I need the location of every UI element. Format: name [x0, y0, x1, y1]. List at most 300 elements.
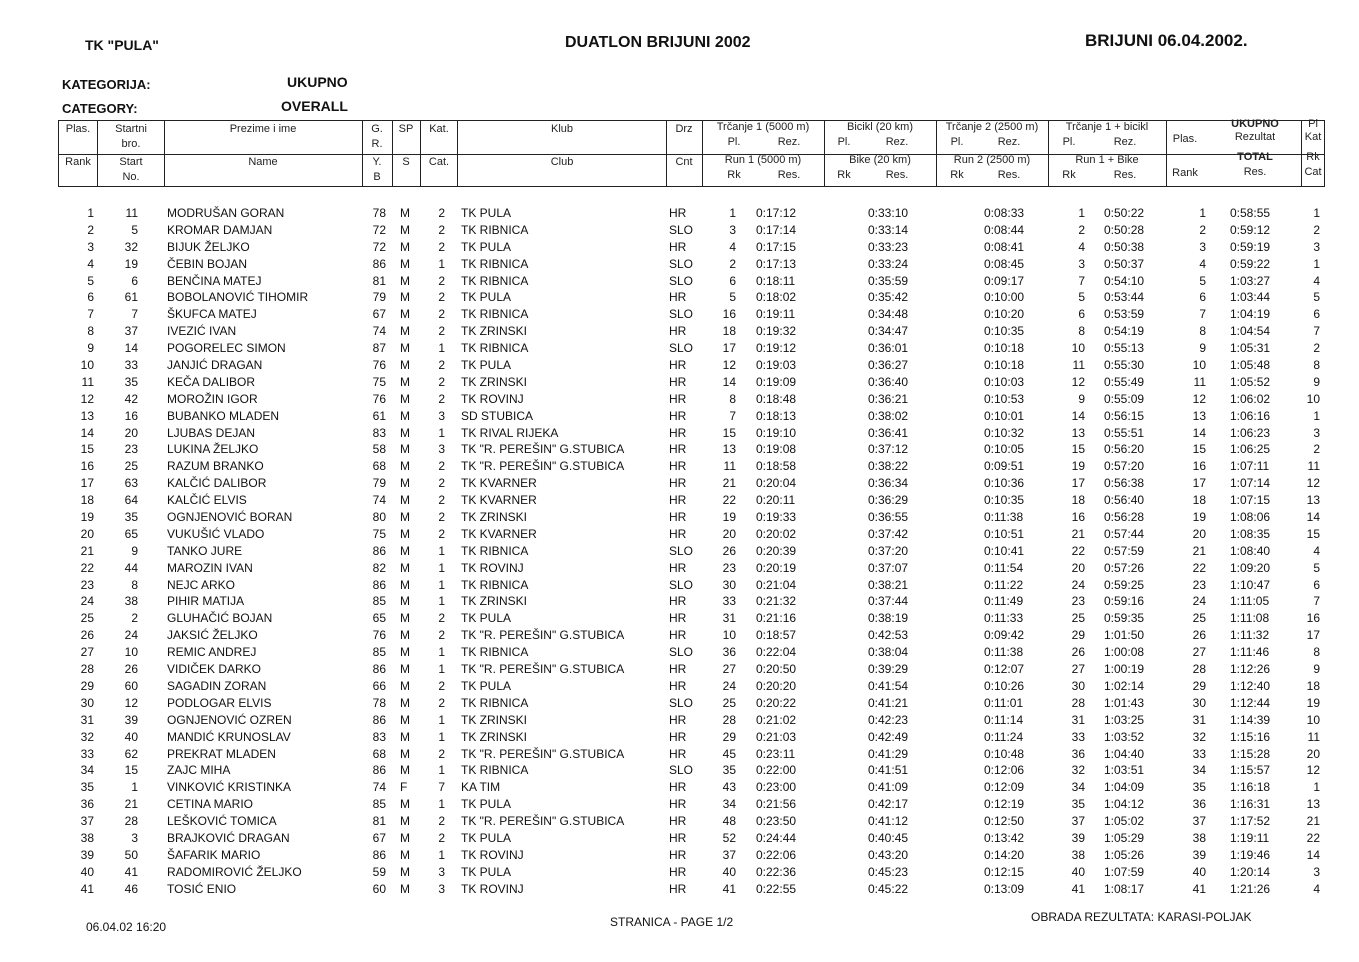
cell-total-rank: 16 [1192, 459, 1206, 474]
cell-run1-rank: 7 [729, 408, 736, 423]
cell-total-rank: 19 [1192, 510, 1206, 525]
cell-run1-time: 0:21:32 [756, 594, 797, 609]
cell-category: 2 [438, 814, 445, 829]
cell-sex: M [400, 222, 410, 237]
page-indicator: STRANICA - PAGE 1/2 [610, 915, 734, 929]
cell-total-time: 1:03:44 [1230, 290, 1271, 305]
cell-total-time: 1:16:18 [1230, 780, 1271, 795]
cell-birth-year: 72 [372, 222, 386, 237]
cell-birth-year: 72 [372, 239, 386, 254]
cell-country: HR [669, 560, 687, 575]
table-row [0, 290, 1359, 307]
cell-category-rank: 13 [1306, 797, 1320, 812]
cell-runbike-time: 1:00:19 [1104, 662, 1145, 677]
cell-total-time: 1:08:35 [1230, 526, 1271, 541]
cell-name: RAZUM BRANKO [167, 459, 264, 474]
cell-runbike-time: 1:03:52 [1104, 729, 1145, 744]
cell-run2-time: 0:11:22 [984, 577, 1024, 592]
cell-rank: 17 [80, 476, 94, 491]
cell-total-rank: 41 [1192, 881, 1206, 896]
cell-start-no: 8 [131, 577, 138, 592]
table-row [0, 713, 1359, 730]
cell-run2-time: 0:10:53 [984, 391, 1025, 406]
cell-start-no: 28 [124, 814, 138, 829]
hdr-run2: Trčanje 2 (2500 m) [945, 121, 1039, 133]
cell-runbike-rank: 14 [1071, 408, 1085, 423]
cell-sex: M [400, 324, 410, 339]
cell-category-rank: 14 [1306, 510, 1320, 525]
table-row [0, 730, 1359, 747]
cell-run1-rank: 14 [722, 374, 736, 389]
cell-rank: 38 [80, 830, 94, 845]
cell-category: 1 [438, 645, 445, 660]
table-row [0, 341, 1359, 358]
cell-category: 2 [438, 307, 445, 322]
cell-run1-time: 0:19:03 [756, 358, 797, 373]
cell-sex: M [400, 273, 410, 288]
cell-category-rank: 8 [1313, 358, 1320, 373]
cell-country: HR [669, 374, 687, 389]
cell-birth-year: 86 [372, 712, 386, 727]
cell-name: TANKO JURE [167, 543, 243, 558]
cell-run1-time: 0:21:03 [756, 729, 797, 744]
cell-run1-rank: 19 [722, 510, 736, 525]
cell-country: HR [669, 510, 687, 525]
cell-start-no: 1 [131, 780, 138, 795]
table-row [0, 375, 1359, 392]
cell-sex: M [400, 543, 410, 558]
cell-sex: M [400, 881, 410, 896]
cell-runbike-time: 1:00:08 [1104, 645, 1145, 660]
hdr-pl-kat-2: Kat [1304, 131, 1322, 143]
hdr-runbike-res: Res. [1113, 169, 1137, 181]
cell-run1-rank: 35 [722, 763, 736, 778]
cell-runbike-time: 1:02:14 [1104, 678, 1145, 693]
cell-birth-year: 66 [372, 678, 386, 693]
cell-category: 2 [438, 391, 445, 406]
cell-category: 1 [438, 256, 445, 271]
cell-category-rank: 1 [1313, 206, 1320, 220]
cell-bike-time: 0:35:42 [868, 290, 909, 305]
hdr-klub: Klub [550, 123, 574, 135]
cell-runbike-time: 0:50:37 [1104, 256, 1145, 271]
cell-category-rank: 6 [1313, 307, 1320, 322]
cell-club: TK RIBNICA [461, 543, 529, 558]
cell-total-rank: 27 [1192, 645, 1206, 660]
cell-birth-year: 74 [372, 780, 386, 795]
col-divider [164, 121, 165, 186]
cell-runbike-time: 1:05:29 [1104, 830, 1145, 845]
cell-rank: 14 [80, 425, 94, 440]
cell-country: HR [669, 746, 687, 761]
cell-total-time: 1:06:02 [1230, 391, 1271, 406]
cell-category-rank: 8 [1313, 645, 1320, 660]
cell-run2-time: 0:08:45 [984, 256, 1025, 271]
cell-category-rank: 10 [1306, 391, 1320, 406]
category-value-en: OVERALL [281, 98, 348, 114]
cell-club: TK KVARNER [461, 476, 537, 491]
cell-club: TK PULA [461, 206, 512, 220]
cell-total-time: 1:21:26 [1230, 881, 1271, 896]
cell-birth-year: 78 [372, 695, 386, 710]
cell-club: SD STUBICA [461, 408, 534, 423]
cell-category-rank: 3 [1313, 425, 1320, 440]
cell-rank: 24 [80, 594, 94, 609]
cell-total-rank: 28 [1192, 662, 1206, 677]
cell-category: 1 [438, 577, 445, 592]
cell-category-rank: 3 [1313, 239, 1320, 254]
results-table [0, 206, 1359, 899]
cell-total-rank: 35 [1192, 780, 1206, 795]
cell-category-rank: 1 [1313, 256, 1320, 271]
cell-category-rank: 9 [1313, 662, 1320, 677]
cell-start-no: 7 [131, 307, 138, 322]
cell-bike-time: 0:43:20 [868, 847, 909, 862]
cell-start-no: 24 [124, 628, 138, 643]
cell-club: KA TIM [461, 780, 501, 795]
cell-run1-rank: 43 [722, 780, 736, 795]
cell-category: 1 [438, 729, 445, 744]
cell-sex: M [400, 425, 410, 440]
cell-runbike-time: 0:54:19 [1104, 324, 1145, 339]
table-row [0, 797, 1359, 814]
cell-runbike-time: 0:54:10 [1104, 273, 1145, 288]
cell-category-rank: 3 [1313, 864, 1320, 879]
cell-run2-time: 0:11:01 [984, 695, 1024, 710]
cell-runbike-rank: 7 [1078, 273, 1085, 288]
cell-category: 2 [438, 695, 445, 710]
hdr-runbike-pl: Pl. [1062, 136, 1076, 148]
cell-total-rank: 12 [1192, 391, 1206, 406]
hdr-run2-pl: Pl. [950, 136, 964, 148]
cell-rank: 21 [80, 543, 94, 558]
cell-birth-year: 81 [372, 273, 386, 288]
cell-category: 2 [438, 358, 445, 373]
cell-club: TK RIBNICA [461, 341, 529, 356]
cell-club: TK PULA [461, 830, 512, 845]
cell-rank: 20 [80, 526, 94, 541]
cell-birth-year: 87 [372, 341, 386, 356]
cell-runbike-time: 0:56:20 [1104, 442, 1145, 457]
cell-sex: M [400, 560, 410, 575]
cell-category: 1 [438, 425, 445, 440]
cell-category-rank: 7 [1313, 324, 1320, 339]
cell-bike-time: 0:40:45 [868, 830, 909, 845]
cell-birth-year: 59 [372, 864, 386, 879]
cell-rank: 26 [80, 628, 94, 643]
cell-sex: M [400, 290, 410, 305]
cell-runbike-rank: 30 [1071, 678, 1085, 693]
cell-bike-time: 0:41:12 [868, 814, 909, 829]
cell-birth-year: 60 [372, 881, 386, 896]
cell-total-rank: 2 [1199, 222, 1206, 237]
cell-name: ŠKUFCA MATEJ [167, 307, 257, 322]
cell-club: TK ZRINSKI [461, 729, 528, 744]
cell-total-time: 1:11:08 [1230, 611, 1270, 626]
cell-club: TK "R. PEREŠIN" G.STUBICA [461, 662, 625, 677]
cell-runbike-time: 0:57:44 [1104, 526, 1145, 541]
cell-total-rank: 10 [1192, 358, 1206, 373]
cell-total-rank: 9 [1199, 341, 1206, 356]
cell-category-rank: 12 [1306, 763, 1320, 778]
cell-rank: 6 [87, 290, 94, 305]
cell-country: SLO [669, 307, 694, 322]
hdr-run2-res: Res. [997, 169, 1021, 181]
cell-bike-time: 0:38:21 [868, 577, 909, 592]
cell-birth-year: 85 [372, 797, 386, 812]
category-value-hr: UKUPNO [287, 74, 348, 90]
hdr-name: Name [248, 156, 278, 168]
cell-category-rank: 2 [1313, 222, 1320, 237]
cell-runbike-time: 0:55:49 [1104, 374, 1145, 389]
cell-club: TK ZRINSKI [461, 594, 528, 609]
cell-start-no: 62 [124, 746, 138, 761]
cell-total-rank: 33 [1192, 746, 1206, 761]
cell-runbike-time: 0:56:28 [1104, 510, 1145, 525]
cell-rank: 39 [80, 847, 94, 862]
cell-sex: M [400, 695, 410, 710]
cell-runbike-rank: 39 [1071, 830, 1085, 845]
cell-start-no: 32 [124, 239, 138, 254]
cell-club: TK PULA [461, 864, 512, 879]
cell-country: HR [669, 729, 687, 744]
cell-category-rank: 11 [1307, 729, 1320, 744]
hdr-run1-rez: Rez. [777, 136, 801, 148]
cell-total-time: 1:05:48 [1230, 358, 1271, 373]
cell-category-rank: 1 [1313, 408, 1320, 423]
cell-run2-time: 0:10:05 [984, 442, 1025, 457]
cell-bike-time: 0:38:02 [868, 408, 909, 423]
cell-bike-time: 0:38:04 [868, 645, 909, 660]
table-row [0, 561, 1359, 578]
cell-run1-time: 0:20:22 [756, 695, 797, 710]
cell-total-time: 1:10:47 [1230, 577, 1271, 592]
table-row [0, 848, 1359, 865]
cell-total-rank: 11 [1193, 374, 1206, 389]
cell-category: 2 [438, 222, 445, 237]
table-row [0, 763, 1359, 780]
cell-run1-rank: 20 [722, 526, 736, 541]
cell-bike-time: 0:38:19 [868, 611, 909, 626]
cell-runbike-time: 0:57:20 [1104, 459, 1145, 474]
cell-run1-rank: 30 [722, 577, 736, 592]
cell-runbike-rank: 15 [1071, 442, 1085, 457]
cell-country: HR [669, 526, 687, 541]
cell-category-rank: 19 [1306, 695, 1320, 710]
cell-run1-time: 0:19:32 [756, 324, 797, 339]
cell-category: 2 [438, 493, 445, 508]
cell-total-time: 1:07:15 [1230, 493, 1271, 508]
cell-club: TK "R. PEREŠIN" G.STUBICA [461, 628, 625, 643]
cell-runbike-time: 0:57:59 [1104, 543, 1145, 558]
cell-run1-rank: 31 [722, 611, 736, 626]
cell-club: TK RIBNICA [461, 695, 529, 710]
cell-birth-year: 76 [372, 391, 386, 406]
hdr-b: B [373, 171, 381, 183]
cell-run1-time: 0:19:12 [756, 341, 797, 356]
cell-run1-time: 0:20:02 [756, 526, 797, 541]
cell-total-time: 1:08:06 [1230, 510, 1271, 525]
cell-name: SAGADIN ZORAN [167, 678, 267, 693]
cell-total-rank: 29 [1192, 678, 1206, 693]
cell-sex: M [400, 577, 410, 592]
cell-country: HR [669, 881, 687, 896]
cell-run2-time: 0:12:09 [984, 780, 1025, 795]
cell-bike-time: 0:37:20 [868, 543, 909, 558]
cell-birth-year: 68 [372, 459, 386, 474]
cell-country: HR [669, 662, 687, 677]
cell-club: TK PULA [461, 678, 512, 693]
hdr-startni-2: bro. [121, 138, 141, 150]
cell-run1-rank: 52 [722, 830, 736, 845]
cell-rank: 30 [80, 695, 94, 710]
cell-bike-time: 0:33:14 [868, 222, 909, 237]
cell-club: TK RIBNICA [461, 577, 529, 592]
cell-category: 2 [438, 746, 445, 761]
cell-country: HR [669, 493, 687, 508]
cell-run1-rank: 8 [729, 391, 736, 406]
cell-total-rank: 25 [1192, 611, 1206, 626]
col-divider [362, 121, 363, 186]
cell-total-time: 0:59:19 [1230, 239, 1271, 254]
cell-club: TK RIBNICA [461, 763, 529, 778]
cell-run1-rank: 12 [722, 358, 736, 373]
cell-run1-rank: 21 [722, 476, 736, 491]
cell-run2-time: 0:11:38 [984, 645, 1024, 660]
hdr-total-res: Res. [1243, 166, 1267, 178]
cell-total-time: 1:08:40 [1230, 543, 1271, 558]
cell-name: JANJIĆ DRAGAN [167, 358, 263, 373]
cell-run2-time: 0:10:35 [984, 493, 1025, 508]
cell-bike-time: 0:35:59 [868, 273, 909, 288]
cell-total-rank: 20 [1192, 526, 1206, 541]
cell-country: HR [669, 324, 687, 339]
cell-name: LJUBAS DEJAN [167, 425, 256, 440]
cell-birth-year: 61 [372, 408, 386, 423]
cell-bike-time: 0:36:41 [868, 425, 909, 440]
cell-bike-time: 0:34:48 [868, 307, 909, 322]
cell-run1-time: 0:21:04 [756, 577, 797, 592]
cell-rank: 27 [80, 645, 94, 660]
cell-start-no: 21 [124, 797, 138, 812]
cell-run2-time: 0:10:26 [984, 678, 1025, 693]
table-row [0, 223, 1359, 240]
cell-run1-rank: 45 [722, 746, 736, 761]
cell-rank: 18 [80, 493, 94, 508]
table-row [0, 882, 1359, 899]
table-row [0, 594, 1359, 611]
cell-run2-time: 0:11:24 [984, 729, 1024, 744]
cell-bike-time: 0:45:23 [868, 864, 909, 879]
cell-club: TK ZRINSKI [461, 374, 528, 389]
cell-run2-time: 0:10:32 [984, 425, 1025, 440]
cell-run2-time: 0:08:44 [984, 222, 1025, 237]
cell-club: TK PULA [461, 290, 512, 305]
cell-run1-rank: 15 [722, 425, 736, 440]
hdr-cnt: Cnt [675, 156, 693, 168]
hdr-run2-en: Run 2 (2500 m) [953, 154, 1031, 166]
cell-bike-time: 0:37:42 [868, 526, 909, 541]
table-row [0, 392, 1359, 409]
cell-total-time: 1:06:16 [1230, 408, 1271, 423]
cell-run1-time: 0:17:12 [756, 206, 797, 220]
cell-category: 1 [438, 662, 445, 677]
cell-country: SLO [669, 645, 694, 660]
cell-country: HR [669, 459, 687, 474]
hdr-total-rezultat: Rezultat [1234, 131, 1276, 143]
cell-total-rank: 14 [1192, 425, 1206, 440]
cell-run1-time: 0:21:02 [756, 712, 797, 727]
cell-total-rank: 40 [1192, 864, 1206, 879]
cell-start-no: 38 [124, 594, 138, 609]
cell-run1-rank: 25 [722, 695, 736, 710]
cell-name: MODRUŠAN GORAN [167, 206, 285, 220]
cell-run2-time: 0:10:18 [984, 341, 1025, 356]
hdr-pl-kat: Pl [1308, 118, 1318, 130]
cell-rank: 41 [80, 881, 94, 896]
cell-total-time: 1:06:25 [1230, 442, 1271, 457]
cell-runbike-time: 1:07:59 [1104, 864, 1145, 879]
hdr-sp: SP [398, 123, 414, 135]
cell-run1-rank: 16 [722, 307, 736, 322]
cell-run2-time: 0:10:03 [984, 374, 1025, 389]
hdr-startni: Startni [115, 123, 147, 135]
cell-run2-time: 0:11:54 [984, 560, 1024, 575]
table-row [0, 527, 1359, 544]
cell-run1-rank: 18 [722, 324, 736, 339]
cell-bike-time: 0:34:47 [868, 324, 909, 339]
cell-birth-year: 68 [372, 746, 386, 761]
cell-total-time: 1:20:14 [1230, 864, 1271, 879]
cell-run2-time: 0:08:41 [984, 239, 1025, 254]
cell-run2-time: 0:10:00 [984, 290, 1025, 305]
cell-runbike-time: 0:50:22 [1104, 206, 1145, 220]
cell-total-time: 1:07:11 [1230, 459, 1270, 474]
cell-category: 2 [438, 290, 445, 305]
cell-country: HR [669, 628, 687, 643]
table-row [0, 645, 1359, 662]
cell-name: BOBOLANOVIĆ TIHOMIR [167, 290, 309, 305]
cell-birth-year: 86 [372, 847, 386, 862]
cell-club: TK ROVINJ [461, 560, 524, 575]
cell-run1-rank: 40 [722, 864, 736, 879]
cell-club: TK "R. PEREŠIN" G.STUBICA [461, 459, 625, 474]
cell-run1-rank: 33 [722, 594, 736, 609]
cell-total-time: 1:12:26 [1230, 662, 1271, 677]
print-timestamp: 06.04.02 16:20 [86, 920, 167, 934]
cell-start-no: 9 [131, 543, 138, 558]
cell-total-rank: 26 [1192, 628, 1206, 643]
cell-runbike-time: 1:04:40 [1104, 746, 1145, 761]
cell-rank: 2 [87, 222, 94, 237]
cell-country: HR [669, 611, 687, 626]
cell-rank: 9 [87, 341, 94, 356]
cell-total-time: 1:19:46 [1230, 847, 1271, 862]
cell-total-time: 1:15:57 [1230, 763, 1271, 778]
cell-name: BENČINA MATEJ [167, 273, 262, 288]
cell-total-time: 1:11:32 [1230, 628, 1270, 643]
cell-start-no: 35 [124, 510, 138, 525]
cell-category: 2 [438, 206, 445, 220]
col-divider [457, 121, 458, 186]
cell-run1-rank: 10 [722, 628, 736, 643]
table-row [0, 206, 1359, 223]
cell-club: TK KVARNER [461, 526, 537, 541]
cell-name: KROMAR DAMJAN [167, 222, 273, 237]
cell-total-time: 1:17:52 [1230, 814, 1271, 829]
hdr-run1-rk: Rk [727, 169, 741, 181]
cell-total-rank: 36 [1192, 797, 1206, 812]
